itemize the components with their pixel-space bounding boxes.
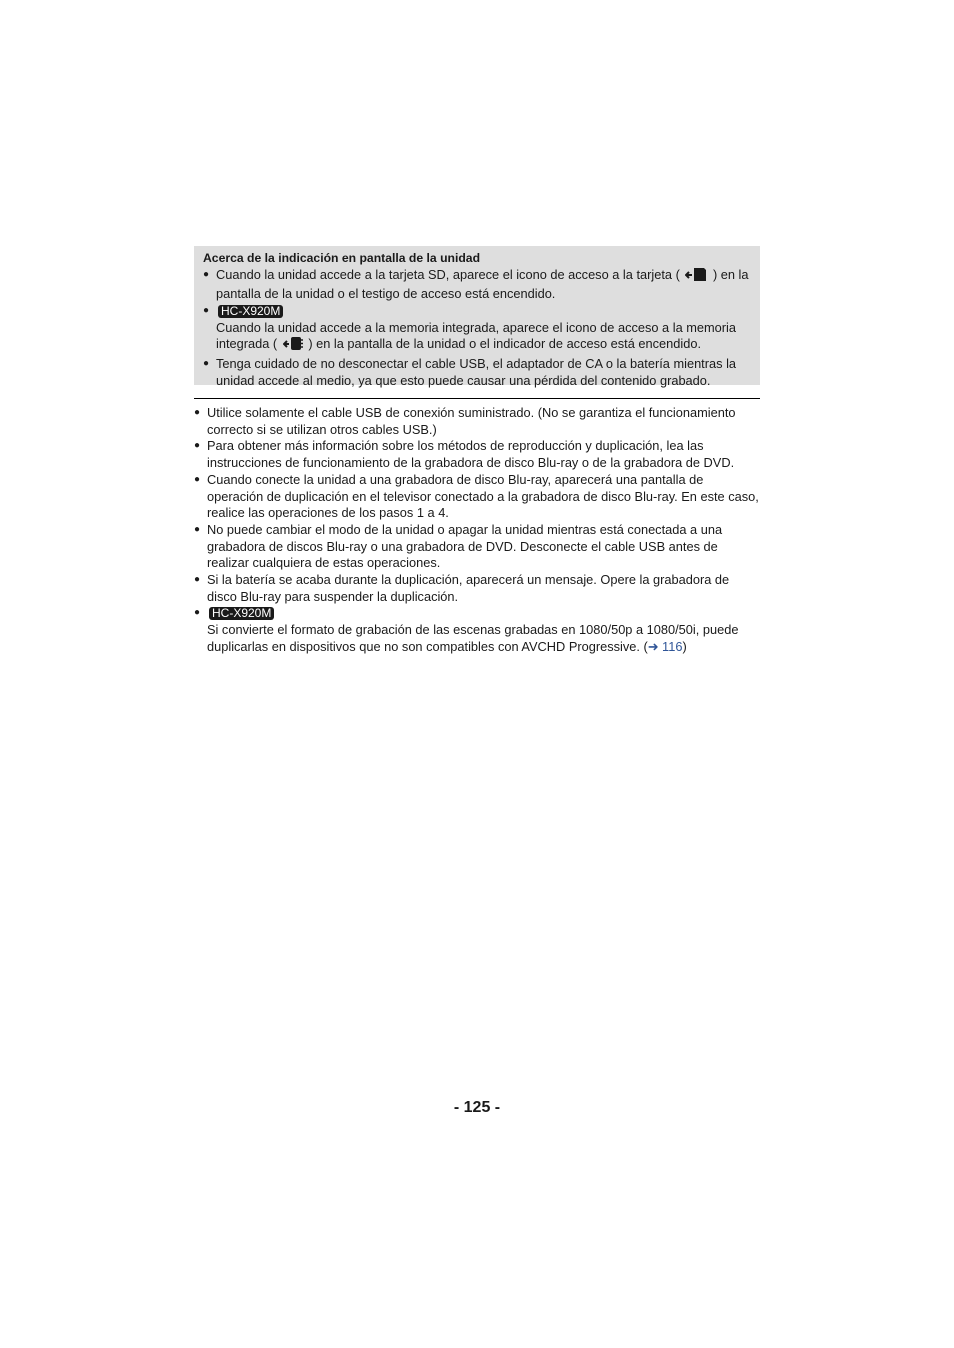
list-item [194, 572, 762, 605]
model-badge: HC-X920M [209, 607, 274, 620]
list-item [194, 438, 762, 471]
list-item-text: Cuando conecte la unidad a una grabadora de disco Blu-ray, aparecerá una pantalla de operación de duplicación en el televisor conectado a la grabadora de disco Blu-ray. En este caso, realice las operaciones de los pasos 1 a 4. [207, 471, 759, 521]
bullet-icon: ● [203, 304, 210, 316]
bullet-icon: ● [194, 607, 201, 619]
list-item-text: Si la batería se acaba durante la duplicación, aparecerá un mensaje. Opere la grabadora de disco Blu-ray para suspender la duplicación. [207, 572, 730, 604]
note-item [203, 303, 750, 356]
list-item [194, 405, 762, 438]
note-box [194, 246, 760, 388]
built-in-memory-access-icon [283, 336, 303, 356]
note-item [203, 267, 750, 303]
list-item-text-a: Si convierte el formato de grabación de las escenas grabadas en 1080/50p a 1080/50i, puede duplicarlas en dispositivos que no son compatibles con AVCHD Progressive. ( [207, 622, 739, 654]
list-item-text: No puede cambiar el modo de la unidad o apagar la unidad mientras está conectada a una grabadora de discos Blu-ray o una grabadora de DVD. Desconecte el cable USB antes de realizar cualquiera de estas operaciones. [207, 521, 723, 571]
list-item-text: Utilice solamente el cable USB de conexión suministrado. (No se garantiza el funcionamiento correcto si se utilizan otros cables USB.) [207, 405, 736, 437]
bullet-icon: ● [194, 523, 201, 535]
list-item [194, 605, 762, 655]
model-badge: HC-X920M [218, 305, 283, 318]
main-list [194, 405, 762, 656]
list-item-text-b: ) [682, 638, 687, 654]
list-item [194, 472, 762, 522]
sd-card-access-icon [685, 267, 707, 287]
note-item [203, 356, 750, 389]
bullet-icon: ● [194, 574, 201, 586]
note-title: Acerca de la indicación en pantalla de la unidad [203, 251, 481, 265]
bullet-icon: ● [194, 407, 201, 418]
page-reference-link[interactable]: ➜ 116 [647, 638, 683, 654]
divider [194, 398, 760, 399]
bullet-icon: ● [194, 473, 201, 485]
page-number: - 125 - [453, 1099, 501, 1116]
bullet-icon: ● [203, 358, 210, 370]
list-item [194, 522, 762, 572]
note-item2-text-b: ) en la pantalla de la unidad o el indicador de acceso está encendido. [308, 336, 702, 352]
note-item2-text-a: Cuando la unidad accede a la memoria integrada, aparece el icono de acceso a la memoria integrada ( [216, 319, 737, 352]
list-item-text: Para obtener más información sobre los métodos de reproducción y duplicación, lea las instrucciones de funcionamiento de la grabadora de disco Blu-ray o de la grabadora de DVD. [207, 438, 735, 471]
bullet-icon: ● [203, 268, 210, 280]
note-item1-text-a: Cuando la unidad accede a la tarjeta SD, aparece el icono de acceso a la tarjeta ( [216, 266, 680, 282]
bullet-icon: ● [194, 440, 201, 452]
note-list [203, 267, 750, 390]
note-item1-text-b: ) en la pantalla de la unidad o el testigo de acceso está encendido. [216, 266, 749, 302]
note-item3-text: Tenga cuidado de no desconectar el cable USB, el adaptador de CA o la batería mientras la unidad accede al medio, ya que esto puede causar una pérdida del contenido grabado. [216, 356, 737, 388]
